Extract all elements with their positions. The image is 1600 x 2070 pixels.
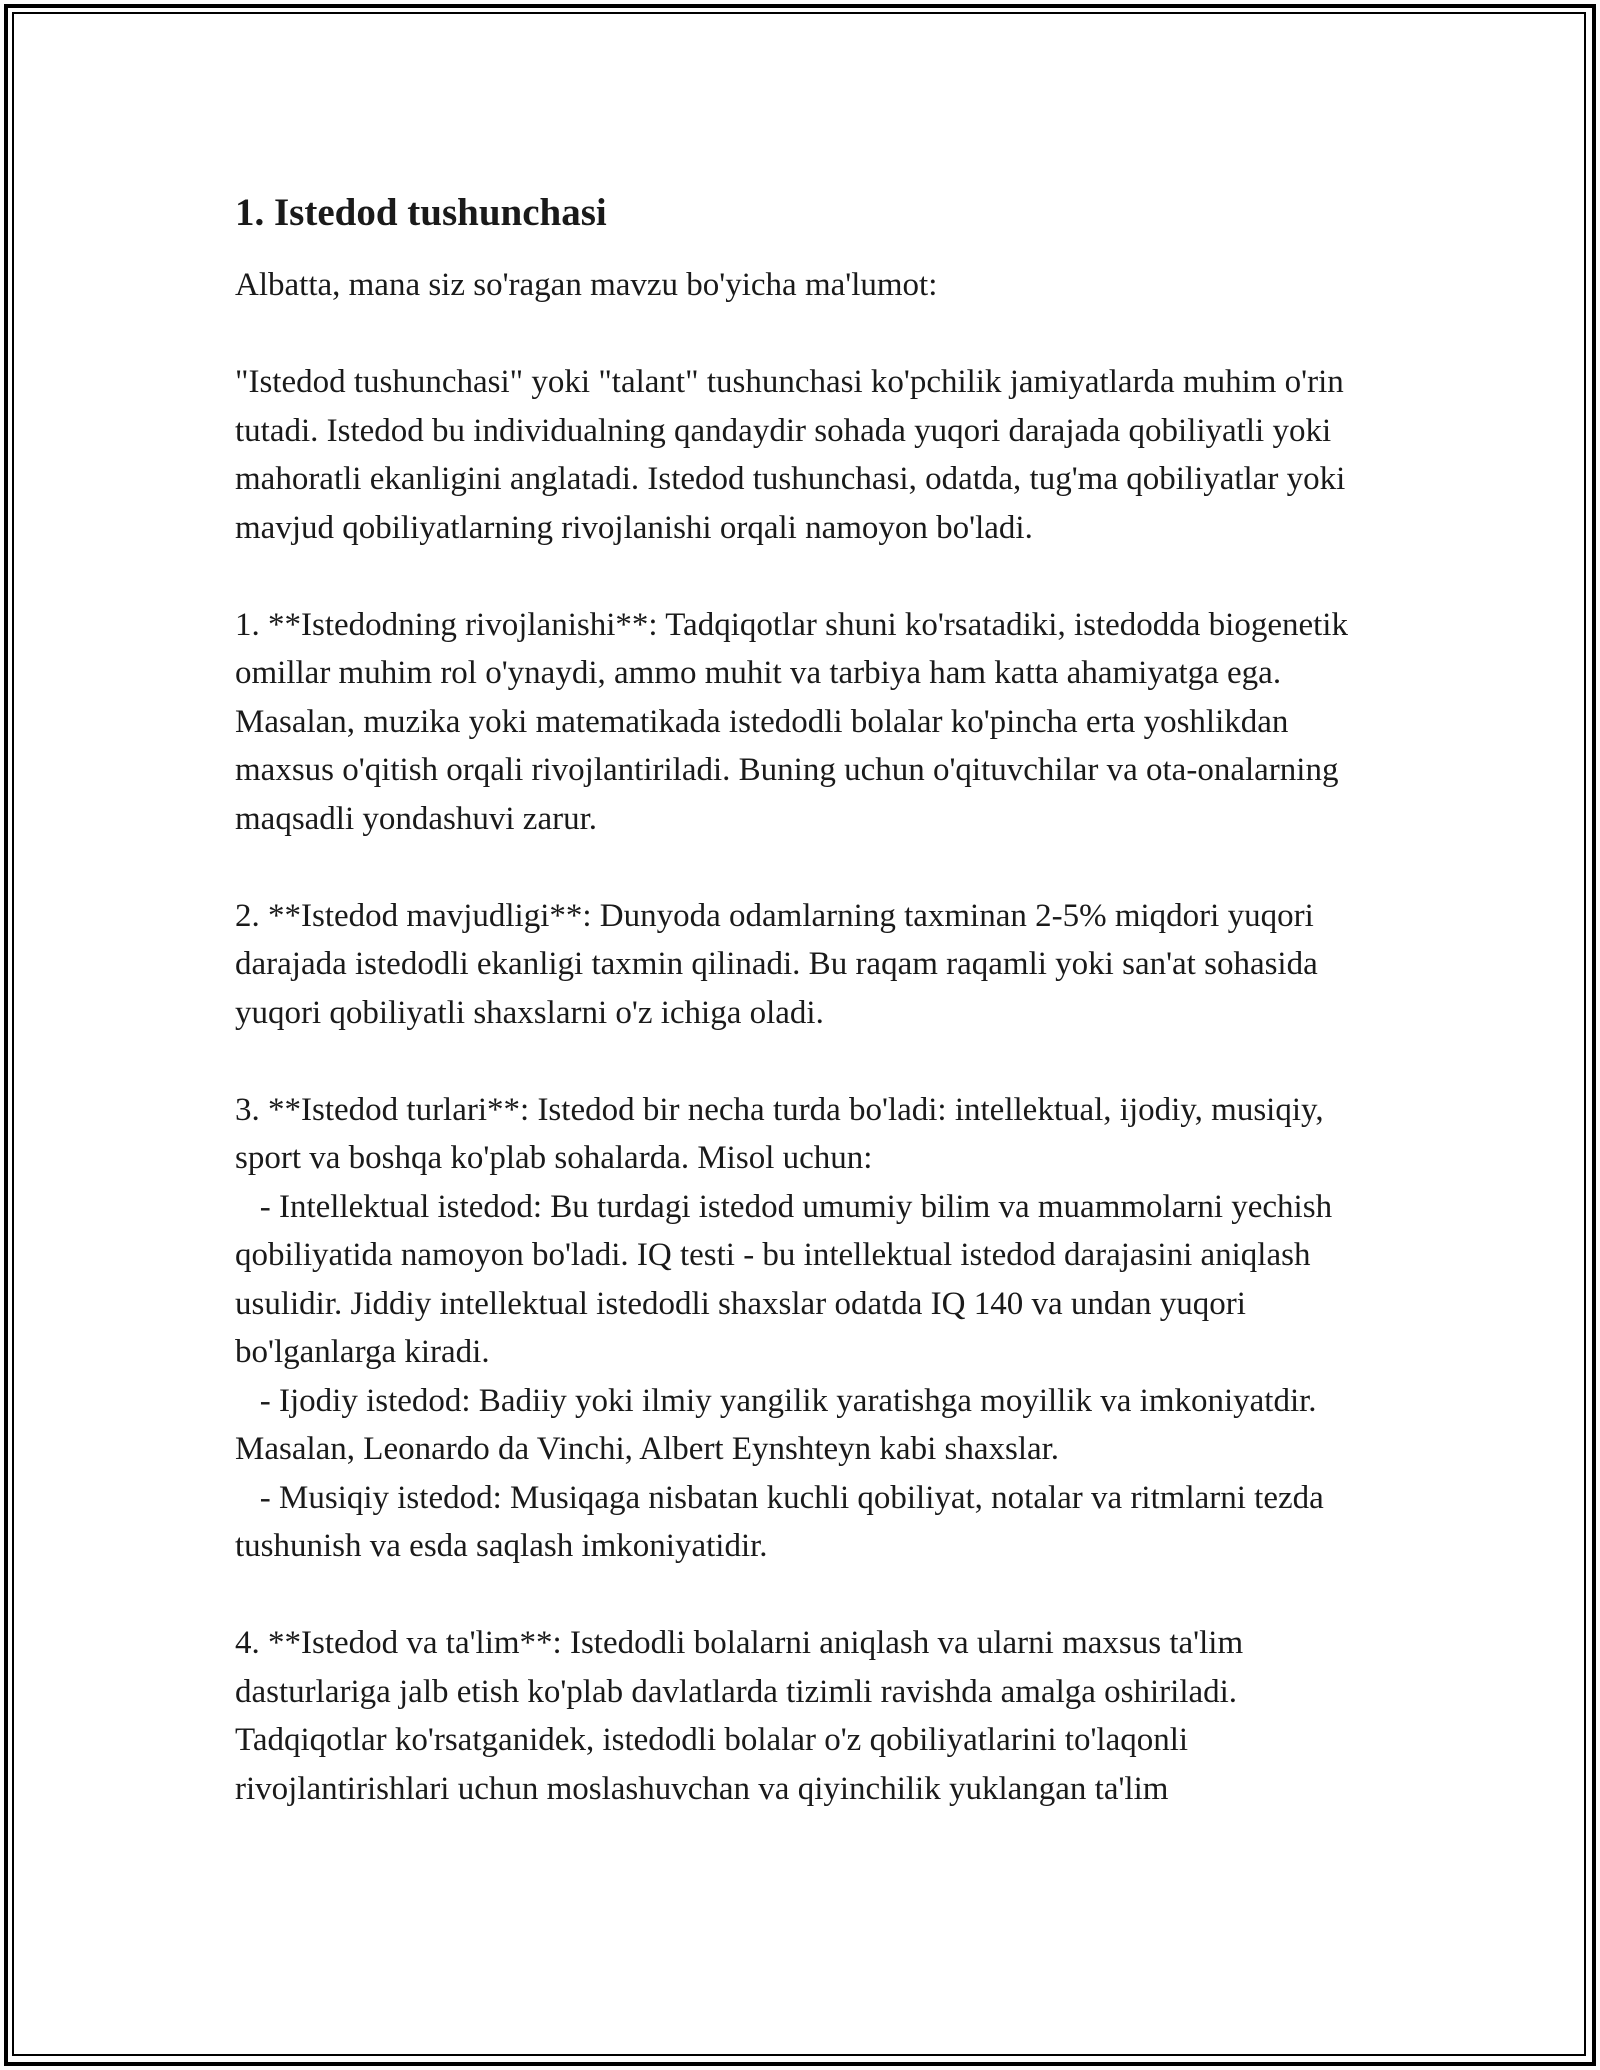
document-body: [235, 185, 1385, 1813]
paragraph-point-4: 4. **Istedod va ta'lim**: Istedodli bolalarni aniqlash va ularni maxsus ta'lim dasturlariga jalb etish ko'plab davlatlarda tizimli ravishda amalga oshiriladi. Tadqiqotlar ko'rsatganidek, istedodli bolalar o'z qobiliyatlarini to'laqonli rivojlantirishlari uchun moslashuvchan va qiyinchilik yuklangan ta'lim: [235, 1625, 1252, 1807]
paragraph-point-3: 3. **Istedod turlari**: Istedod bir necha turda bo'ladi: intellektual, ijodiy, musiqiy, sport va boshqa ko'plab sohalarda. Misol uchun: - Intellektual istedod: Bu turdagi istedod umumiy bilim va muammolarni yechish qobiliyatida namoyon bo'ladi. IQ testi - bu intellektual istedod darajasini aniqlash usulidir. Jiddiy intellektual istedodli shaxslar odatda IQ 140 va undan yuqori bo'lganlarga kiradi. - Ijodiy istedod: Badiiy yoki ilmiy yangilik yaratishga moyillik va imkoniyatdir. Masalan, Leonardo da Vinchi, Albert Eynshteyn kabi shaxslar. - Musiqiy istedod: Musiqaga nisbatan kuchli qobiliyat, notalar va ritmlarni tezda tushunish va esda saqlash imkoniyatidir.: [235, 1091, 1333, 1564]
paragraph-definition: "Istedod tushunchasi" yoki "talant" tushunchasi ko'pchilik jamiyatlarda muhim o'rin tutadi. Istedod bu individualning qandaydir sohada yuqori darajada qobiliyatli yoki mahoratli ekanligini anglatadi. Istedod tushunchasi, odatda, tug'ma qobiliyatlar yoki mavjud qobiliyatlarning rivojlanishi orqali namoyon bo'ladi.: [235, 364, 1354, 546]
intro-paragraph: Albatta, mana siz so'ragan mavzu bo'yicha ma'lumot:: [235, 267, 938, 303]
paragraph-point-1: 1. **Istedodning rivojlanishi**: Tadqiqotlar shuni ko'rsatadiki, istedodda biogenetik omillar muhim rol o'ynaydi, ammo muhit va tarbiya ham katta ahamiyatga ega. Masalan, muzika yoki matematikada istedodli bolalar ko'pincha erta yoshlikdan maxsus o'qitish orqali rivojlantiriladi. Buning uchun o'qituvchilar va ota-onalarning maqsadli yondashuvi zarur.: [235, 606, 1357, 837]
section-heading: 1. Istedod tushunchasi: [235, 191, 607, 234]
paragraph-point-2: 2. **Istedod mavjudligi**: Dunyoda odamlarning taxminan 2-5% miqdori yuqori darajada istedodli ekanligi taxmin qilinadi. Bu raqam raqamli yoki san'at sohasida yuqori qobiliyatli shaxslarni o'z ichiga oladi.: [235, 897, 1326, 1031]
